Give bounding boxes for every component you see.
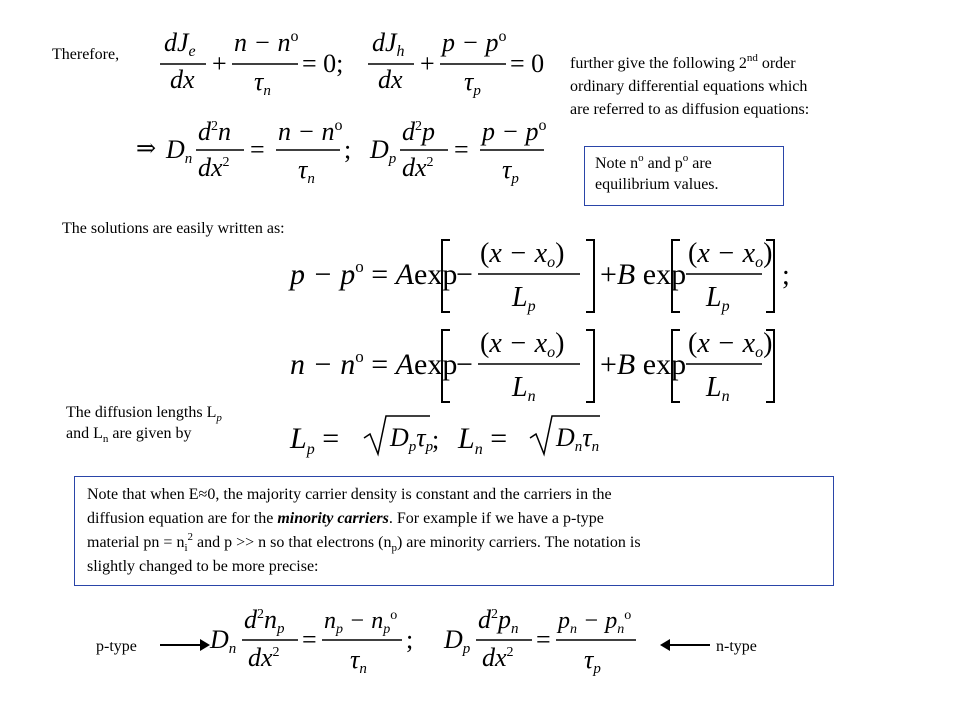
svg-text:Dpτp: Dpτp bbox=[390, 423, 434, 455]
n-type-arrow bbox=[660, 637, 710, 653]
svg-text:(x − xo): (x − xo) bbox=[480, 238, 565, 271]
svg-text:=: = bbox=[454, 135, 469, 164]
svg-text:d2pn: $d^2pn$ bbox=[478, 605, 519, 637]
svg-text:n − no: $n - n^o$ bbox=[278, 117, 343, 146]
svg-text:τn: τn bbox=[298, 155, 315, 187]
diffusion-length-equations bbox=[290, 410, 610, 460]
svg-text:Ln =: $L_n$ = bbox=[458, 422, 508, 458]
therefore-label: Therefore, bbox=[52, 46, 120, 63]
svg-text:Lp: Lp bbox=[512, 282, 536, 315]
further-text: further give the following 2nd order ordinary differential equations which are referred to as diffusion equations: bbox=[570, 52, 810, 118]
solutions-label: The solutions are easily written as: bbox=[62, 220, 285, 237]
svg-text:np − npo: $n_p - n_p^o$ bbox=[324, 608, 398, 637]
svg-text:p − po: $p - p^o$ bbox=[482, 117, 547, 146]
svg-text:(x − xo): (x − xo) bbox=[688, 328, 773, 361]
svg-text:Dn: Dn bbox=[166, 135, 193, 167]
svg-text:= 0: = 0 bbox=[510, 49, 545, 78]
svg-text:=: = bbox=[536, 625, 551, 654]
svg-text:pn − pno: $p_n - p_n^o$ bbox=[558, 608, 632, 637]
continuity-equations bbox=[150, 28, 550, 98]
svg-text:d2p: $d^2p$ bbox=[402, 117, 435, 146]
svg-text:⇒: ⇒ bbox=[136, 136, 157, 162]
svg-text:+: + bbox=[420, 49, 435, 78]
svg-text:d2np: $d^2np$ bbox=[244, 605, 285, 637]
svg-text:;: ; bbox=[406, 625, 414, 654]
svg-text:τn: τn bbox=[254, 67, 271, 99]
p-type-label: p-type bbox=[96, 638, 137, 655]
p-type-minority-equation bbox=[210, 604, 430, 684]
equilibrium-note-box: Note $n^o$ and $p^o$ are equilibrium values. bbox=[584, 146, 784, 206]
svg-text:Lp =: $L_p$ = bbox=[290, 422, 340, 458]
p-type-arrow bbox=[160, 637, 210, 653]
svg-text:Ln: Ln bbox=[512, 372, 536, 405]
svg-text:dx2: $dx^2$ bbox=[402, 153, 434, 182]
svg-text:=: = bbox=[250, 135, 265, 164]
svg-text:Dnτn: Dnτn bbox=[556, 423, 600, 455]
svg-text:;: ; bbox=[782, 260, 790, 291]
svg-text:d2n: $d^2n$ bbox=[198, 117, 231, 146]
minority-carriers-note-box: Note that when E≈0, the majority carrier density is constant and the carriers in the diffusion equation are for the minority carriers. For example if we have a p-type material pn = $n_i^2$ and p >> n so that electrons $(n_p)$ are minority carriers. The notation is slightly changed to be more precise: bbox=[74, 476, 834, 586]
svg-text:Dn: Dn bbox=[210, 625, 237, 657]
svg-text:dx: dx bbox=[170, 65, 195, 94]
svg-text:τp: τp bbox=[502, 155, 519, 187]
svg-text:Ln: Ln bbox=[706, 372, 730, 405]
svg-text:dJe: dJe bbox=[164, 28, 196, 60]
svg-text:dx: dx bbox=[378, 65, 403, 94]
svg-text:n − no: $n - n^o$ bbox=[234, 28, 299, 57]
svg-text:Dp: Dp bbox=[444, 625, 471, 657]
svg-text:τp: τp bbox=[464, 67, 481, 99]
svg-text:(x − xo): (x − xo) bbox=[480, 328, 565, 361]
svg-text:= 0;: = 0; bbox=[302, 49, 344, 78]
svg-text:Dp: Dp bbox=[370, 135, 397, 167]
svg-text:;: ; bbox=[344, 135, 352, 164]
solution-n-equation bbox=[290, 326, 810, 406]
svg-text:(x − xo): (x − xo) bbox=[688, 238, 773, 271]
svg-text:dx2: $dx^2$ bbox=[198, 153, 230, 182]
svg-text:+B exp: +B exp bbox=[600, 348, 687, 381]
svg-text:dx2: $dx^2$ bbox=[482, 643, 514, 672]
svg-text:+B exp: +B exp bbox=[600, 258, 687, 291]
svg-text:−: − bbox=[456, 258, 473, 291]
svg-text:dx2: $dx^2$ bbox=[248, 643, 280, 672]
diffusion-lengths-label: The diffusion lengths $L_p$ and $L_n$ are given by bbox=[66, 404, 222, 445]
svg-text:=: = bbox=[302, 625, 317, 654]
svg-text:τp: τp bbox=[584, 645, 601, 677]
svg-text:−: − bbox=[456, 348, 473, 381]
svg-text:τn: τn bbox=[350, 645, 367, 677]
n-type-minority-equation bbox=[444, 604, 664, 684]
n-type-label: n-type bbox=[716, 638, 757, 655]
svg-text:Lp: Lp bbox=[706, 282, 730, 315]
svg-text:dJh: dJh bbox=[372, 28, 405, 60]
diffusion-equations bbox=[136, 116, 556, 186]
svg-text:+: + bbox=[212, 49, 227, 78]
solution-p-equation bbox=[290, 236, 810, 316]
svg-text:;: ; bbox=[432, 425, 440, 454]
svg-text:n − no = Aexp: $n - n^o = Aexp$ bbox=[290, 347, 458, 381]
svg-text:p − po = Aexp: $p - p^o = Aexp$ bbox=[290, 257, 458, 291]
svg-text:p − po: $p - p^o$ bbox=[442, 28, 507, 57]
